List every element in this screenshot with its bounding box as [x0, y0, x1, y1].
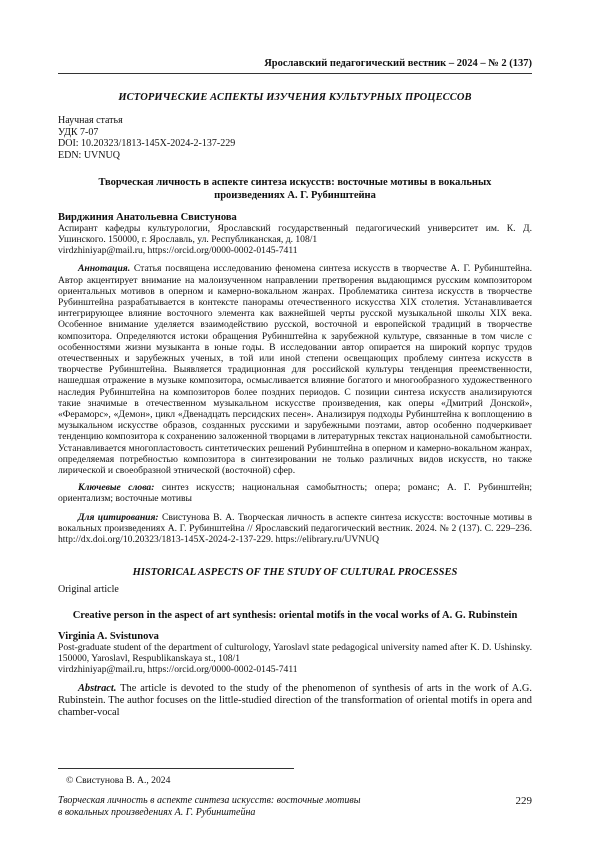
citation-label-ru: Для цитирования:: [78, 511, 159, 523]
doi: DOI: 10.20323/1813-145X-2024-2-137-229: [58, 138, 236, 150]
abstract-en: [58, 683, 532, 720]
article-title-en: Creative person in the aspect of art synthesis: oriental motifs in the vocal works of A. G. Rubinstein: [72, 609, 518, 621]
keywords-ru: [58, 482, 532, 504]
journal-header: [58, 58, 532, 69]
footnote-rule: [58, 768, 294, 769]
article-title-ru: Творческая личность в аспекте синтеза искусств: восточные мотивы в вокальных произведениях А. Г. Рубинштейна: [98, 176, 492, 201]
abstract-label-ru: Аннотация.: [78, 263, 131, 275]
author-contacts-en: virdzhiniyap@mail.ru, https://orcid.org/0000-0002-0145-7411: [58, 664, 298, 676]
article-meta-ru: [58, 115, 532, 161]
udk: УДК 7-07: [58, 126, 99, 138]
author-name-ru: Вирджиния Анатольевна Свистунова: [58, 211, 237, 223]
journal-name: Ярославский педагогический вестник: [264, 58, 447, 69]
page-number: 229: [515, 795, 532, 807]
article-body: [58, 92, 532, 730]
author-affiliation-en: Post-graduate student of the department of culturology, Yaroslavl state pedagogical university named after K. D. Ushinsky. 150000, Yaroslavl, Respublikanskaya st., 108/1: [58, 642, 532, 665]
article-type: Научная статья: [58, 115, 123, 127]
section-title-en: HISTORICAL ASPECTS OF THE STUDY OF CULTURAL PROCESSES: [132, 567, 458, 579]
abstract-text-en: The article is devoted to the study of the phenomenon of synthesis of arts in the work of A.G. Rubinstein. The author focuses on the little-studied direction of the transformation of oriental motifs in opera and chamber-vocal: [58, 682, 532, 719]
running-title-line-1: Творческая личность в аспекте синтеза искусств: восточные мотивы: [58, 795, 361, 806]
citation-ru: [58, 512, 532, 546]
abstract-ru: [58, 263, 532, 476]
journal-issue: – 2024 – № 2 (137): [446, 58, 532, 69]
abstract-label-en: Abstract.: [78, 682, 117, 694]
keywords-text-ru: синтез искусств; национальная самобытность; опера; романс; А. Г. Рубинштейн; ориентализм; восточные мотивы: [58, 482, 532, 505]
header-rule: [58, 73, 532, 74]
edn: EDN: UVNUQ: [58, 149, 120, 161]
running-title-line-2: в вокальных произведениях А. Г. Рубинштейна: [58, 807, 256, 818]
section-title-ru: ИСТОРИЧЕСКИЕ АСПЕКТЫ ИЗУЧЕНИЯ КУЛЬТУРНЫХ ПРОЦЕССОВ: [118, 92, 472, 103]
author-affiliation-ru: Аспирант кафедры культурологии, Ярославский государственный педагогический университет им. К. Д. Ушинского. 150000, г. Ярославль, ул. Республиканская, д. 108/1: [58, 222, 532, 245]
copyright-footnote: © Свистунова В. А., 2024: [66, 775, 171, 786]
author-contacts-ru: virdzhiniyap@mail.ru, https://orcid.org/0000-0002-0145-7411: [58, 245, 298, 257]
article-type-en: Original article: [58, 584, 119, 596]
abstract-text-ru: Статья посвящена исследованию феномена синтеза искусств в творчестве А. Г. Рубинштейна. Автор акцентирует внимание на малоизученном направлении претворения выдающимся русским композитором ориентальных мотивов в оперном и камерно-вокальном жанрах. Проблематика синтеза искусств в творчестве Рубинштейна разрабатывается в контексте панорамы отечественного искусства XIX столетия. Устанавливается интегрирующее влияние восточного элемента как важнейшей черты русской музыкальной школы XIX века. Особенное внимание уделяется взаимодействию русской, восточной и европейской традиций в творчестве композитора. Определяются истоки обращения Рубинштейна к зарубежной культуре, связанные в том числе с особенностями жизни музыканта в юные годы. В исследовании автор опирается на широкий корпус трудов отечественных и зарубежных ученых, в той или иной степени освещающих проблему синтеза искусств в творчестве Рубинштейна. Выявляется традиционная для российской культуры тенденция преемственности, нашедшая отражение в музыке композитора, осмысливается влияние богатого и многообразного художественного наследия Рубинштейна на композиторов более поздних периодов. С позиции синтеза искусств анализируются такие значимые в отечественном музыкальном искусстве произведения, как оперы «Дмитрий Донской», «Фераморс», «Демон», цикл «Двенадцать персидских песен». Анализируя подходы Рубинштейна к воплощению в музыкальном искусстве образов, созданных русскими и зарубежными поэтами, автор особенно подчеркивает тенденцию композитора к сохранению заложенной творцами в литературных текстах национальной самобытности. Устанавливается многопластовость синтетических решений Рубинштейна в оперном и камерно-вокальном жанрах, определяемая потребностью композитора в синтезировании не только различных видов искусств, но также лирической и своеобразной этнической (восточной) сфер.: [58, 263, 532, 477]
citation-text-ru: Свистунова В. А. Творческая личность в аспекте синтеза искусств: восточные мотивы в вокальных произведениях А. Г. Рубинштейна // Ярославский педагогический вестник. 2024. № 2 (137). С. 229–236. http://dx.doi.org/10.20323/1813-145X-2024-2-137-229. https://elibrary.ru/UVNUQ: [58, 511, 533, 546]
keywords-label-ru: Ключевые слова:: [78, 482, 155, 494]
author-name-en: Virginia A. Svistunova: [58, 630, 159, 642]
running-title: [58, 795, 532, 819]
